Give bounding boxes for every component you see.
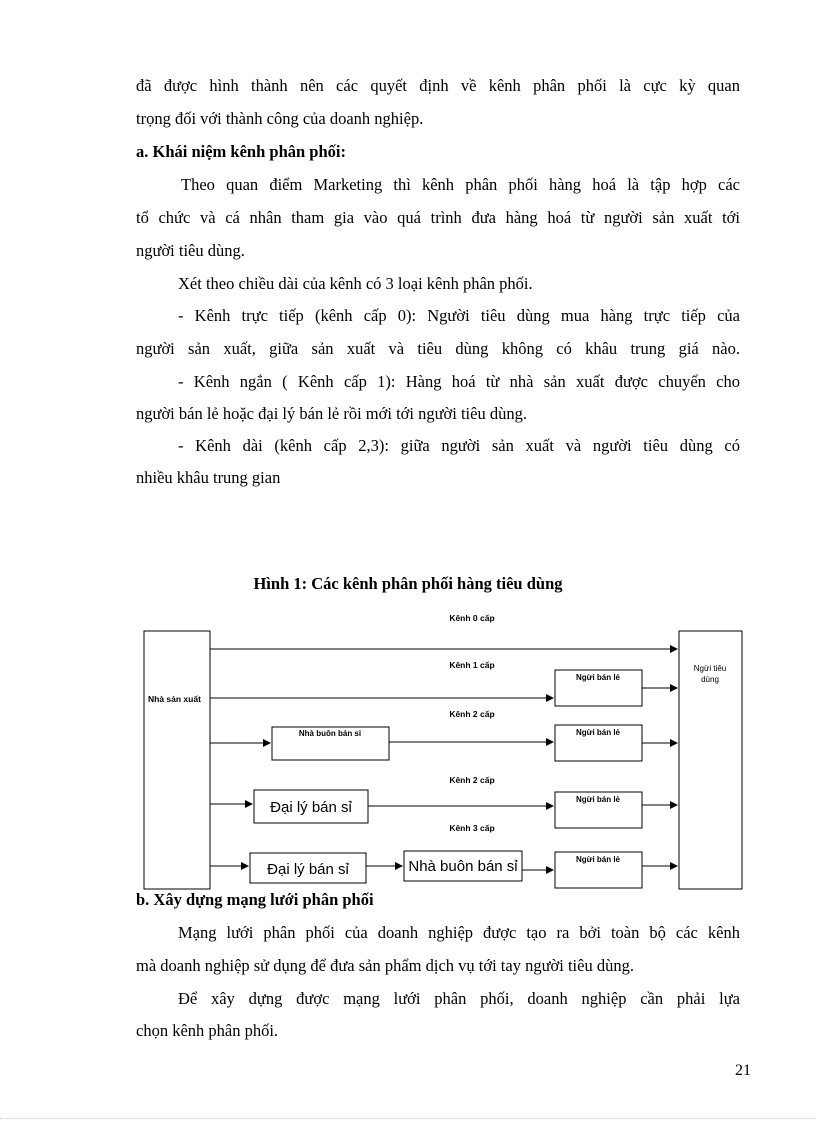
wholesaler-label: Nhà buôn bán sỉ (408, 858, 518, 875)
paragraph-line: Xét theo chiều dài của kênh có 3 loại kênh phân phối. (178, 274, 533, 293)
wholesaler-small-label: Nhà buôn bán sỉ (298, 729, 362, 738)
paragraph-line: tổ chức và cá nhân tham gia vào quá trình đưa hàng hoá từ người sản xuất tới (136, 208, 740, 227)
paragraph-line: người bán lẻ hoặc đại lý bán lẻ rồi mới tới người tiêu dùng. (136, 404, 527, 423)
paragraph-line: Để xây dựng được mạng lưới phân phối, doanh nghiệp cần phải lựa (178, 989, 740, 1008)
paragraph-line: - Kênh trực tiếp (kênh cấp 0): Người tiêu dùng mua hàng trực tiếp của (178, 306, 740, 325)
paragraph-line: Mạng lưới phân phối của doanh nghiệp được tạo ra bởi toàn bộ các kênh (178, 923, 740, 942)
paragraph-line: - Kênh dài (kênh cấp 2,3): giữa người sản xuất và người tiêu dùng có (178, 436, 740, 455)
paragraph-line: đã được hình thành nên các quyết định về kênh phân phối là cực kỳ quan (136, 76, 740, 95)
paragraph-line: trọng đối với thành công của doanh nghiệp. (136, 109, 424, 128)
channel-1-label: Kênh 1 cấp (449, 660, 495, 670)
agent-label: Đại lý bán sỉ (267, 861, 349, 878)
section-heading-a: a. Khái niệm kênh phân phối: (136, 142, 346, 161)
page-number: 21 (735, 1062, 751, 1079)
retailer-label: Ngừi bán lẻ (575, 673, 621, 682)
retailer-label: Ngừi bán lẻ (575, 728, 621, 737)
producer-label: Nhà sản xuất (148, 694, 201, 704)
channel-0-label: Kênh 0 cấp (449, 613, 495, 623)
paragraph-line: người tiêu dùng. (136, 241, 245, 260)
distribution-channel-diagram (0, 600, 816, 900)
paragraph-line: chọn kênh phân phối. (136, 1021, 279, 1040)
paragraph-line: - Kênh ngắn ( Kênh cấp 1): Hàng hoá từ nhà sản xuất được chuyển cho (178, 372, 740, 391)
paragraph-line: nhiều khâu trung gian (136, 468, 281, 487)
retailer-label: Ngừi bán lẻ (575, 795, 621, 804)
consumer-label-line2: dùng (701, 675, 719, 684)
paragraph-line: Theo quan điểm Marketing thì kênh phân phối hàng hoá là tập hợp các (181, 175, 740, 194)
section-heading-b: b. Xây dựng mạng lưới phân phối (136, 890, 374, 909)
paragraph-line: mà doanh nghiệp sử dụng để đưa sản phẩm dịch vụ tới tay người tiêu dùng. (136, 956, 634, 975)
channel-2b-label: Kênh 2 cấp (449, 775, 495, 785)
channel-3-label: Kênh 3 cấp (449, 823, 495, 833)
producer-box (144, 631, 210, 889)
page-bottom-divider (0, 1118, 816, 1119)
channel-2a-label: Kênh 2 cấp (449, 709, 495, 719)
figure-title: Hình 1: Các kênh phân phối hàng tiêu dùng (253, 574, 563, 593)
retailer-label: Ngừi bán lẻ (575, 855, 621, 864)
agent-label: Đại lý bán sỉ (270, 799, 352, 816)
consumer-label-line1: Ngừi tiêu (693, 664, 727, 673)
paragraph-line: người sản xuất, giữa sản xuất và tiêu dùng không có khâu trung giá nào. (136, 339, 740, 358)
